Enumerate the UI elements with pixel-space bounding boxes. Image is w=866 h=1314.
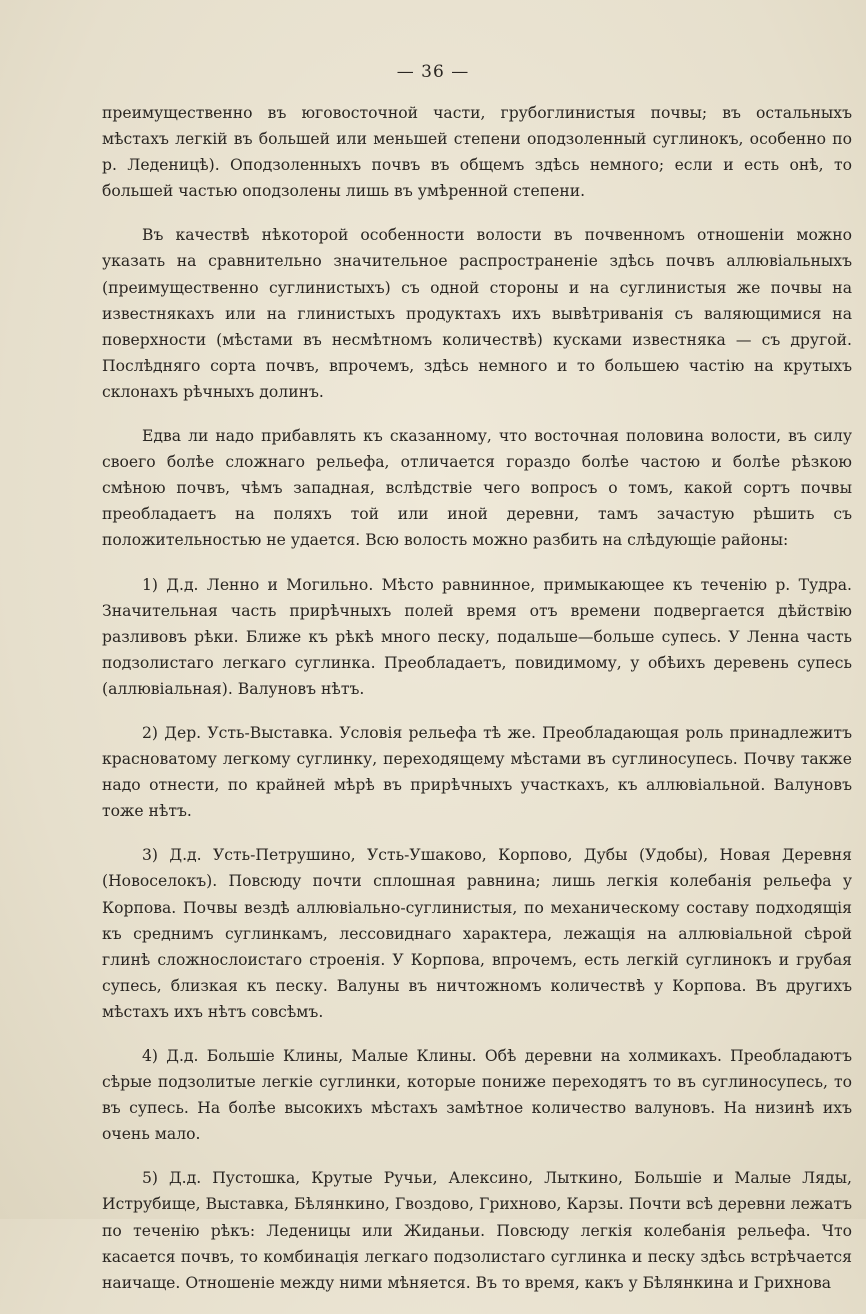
body-text: [102, 100, 852, 1314]
paragraph-6: 3) Д.д. Усть-Петрушино, Усть-Ушаково, Корпово, Дубы (Удобы), Новая Деревня (Новоселокъ). Повсюду почти сплошная равнина; лишь легкія колебанія рельефа у Корпова. Почвы вездѣ аллювіально-суглинистыя, по механическому составу подходящія къ среднимъ суглинкамъ, лессовиднаго характера, лежащія на аллювіальной сѣрой глинѣ сложнослоистаго строенія. У Корпова, впрочемъ, есть легкій суглинокъ и грубая супесь, близкая къ песку. Валуны въ ничтожномъ количествѣ у Корпова. Въ другихъ мѣстахъ ихъ нѣтъ совсѣмъ.: [102, 846, 852, 1021]
paragraph-8: 5) Д.д. Пустошка, Крутые Ручьи, Алексино, Лыткино, Большіе и Малые Ляды, Иструбище, Выставка, Бѣлянкино, Гвоздово, Грихново, Карзы. Почти всѣ деревни лежатъ по теченію рѣкъ: Леденицы или Жиданьи. Повсюду легкія колебанія рельефа. Что касается почвъ, то комбинація легкаго подзолистаго суглинка и песку здѣсь встрѣчается наичаще. Отношеніе между ними мѣняется. Въ то время, какъ у Бѣлянкина и Грихнова: [102, 1169, 852, 1292]
paragraph-4: 1) Д.д. Ленно и Могильно. Мѣсто равнинное, примыкающее къ теченію р. Тудра. Значительная часть прирѣчныхъ полей время отъ времени подвергается дѣйствію разливовъ рѣки. Ближе къ рѣкѣ много песку, подальше—больше супесь. У Ленна часть подзолистаго легкаго суглинка. Преобладаетъ, повидимому, у обѣихъ деревень супесь (аллювіальная). Валуновъ нѣтъ.: [102, 575, 852, 698]
page-number: — 36 —: [396, 62, 470, 82]
paragraph-2: Въ качествѣ нѣкоторой особенности волости въ почвенномъ отношеніи можно указать на сравнительно значительное распространеніе здѣсь почвъ аллювіальныхъ (преимущественно суглинистыхъ) съ одной стороны и на суглинистыя же почвы на известнякахъ или на глинистыхъ продуктахъ ихъ вывѣтриванія съ валяющимися на поверхности (мѣстами въ несмѣтномъ количествѣ) кусками известняка — съ другой. Послѣдняго сорта почвъ, впрочемъ, здѣсь немного и то большею частію на крутыхъ склонахъ рѣчныхъ долинъ.: [102, 226, 852, 401]
paragraph-7: 4) Д.д. Большіе Клины, Малые Клины. Обѣ деревни на холмикахъ. Преобладаютъ сѣрые подзолитые легкіе суглинки, которые пониже переходятъ то въ суглиносупесь, то въ супесь. На болѣе высокихъ мѣстахъ замѣтное количество валуновъ. На низинѣ ихъ очень мало.: [102, 1047, 852, 1144]
paragraph-1: преимущественно въ юговосточной части, грубоглинистыя почвы; въ остальныхъ мѣстахъ легкій въ большей или меньшей степени оподзоленный суглинокъ, особенно по р. Леденицѣ). Оподзоленныхъ почвъ въ общемъ здѣсь немного; если и есть онѣ, то большей частью оподзолены лишь въ умѣренной степени.: [102, 104, 852, 201]
paragraph-3: Едва ли надо прибавлять къ сказанному, что восточная половина волости, въ силу своего болѣе сложнаго рельефа, отличается гораздо болѣе частою и болѣе рѣзкою смѣною почвъ, чѣмъ западная, вслѣдствіе чего вопросъ о томъ, какой сортъ почвы преобладаетъ на поляхъ той или иной деревни, тамъ зачастую рѣшить съ положительностью не удается. Всю волость можно разбить на слѣдующіе районы:: [102, 427, 852, 550]
paragraph-5: 2) Дер. Усть-Выставка. Условія рельефа тѣ же. Преобладающая роль принадлежитъ красноватому легкому суглинку, переходящему мѣстами въ суглиносупесь. Почву также надо отнести, по крайней мѣрѣ въ прирѣчныхъ участкахъ, къ аллювіальной. Валуновъ тоже нѣтъ.: [102, 723, 852, 821]
